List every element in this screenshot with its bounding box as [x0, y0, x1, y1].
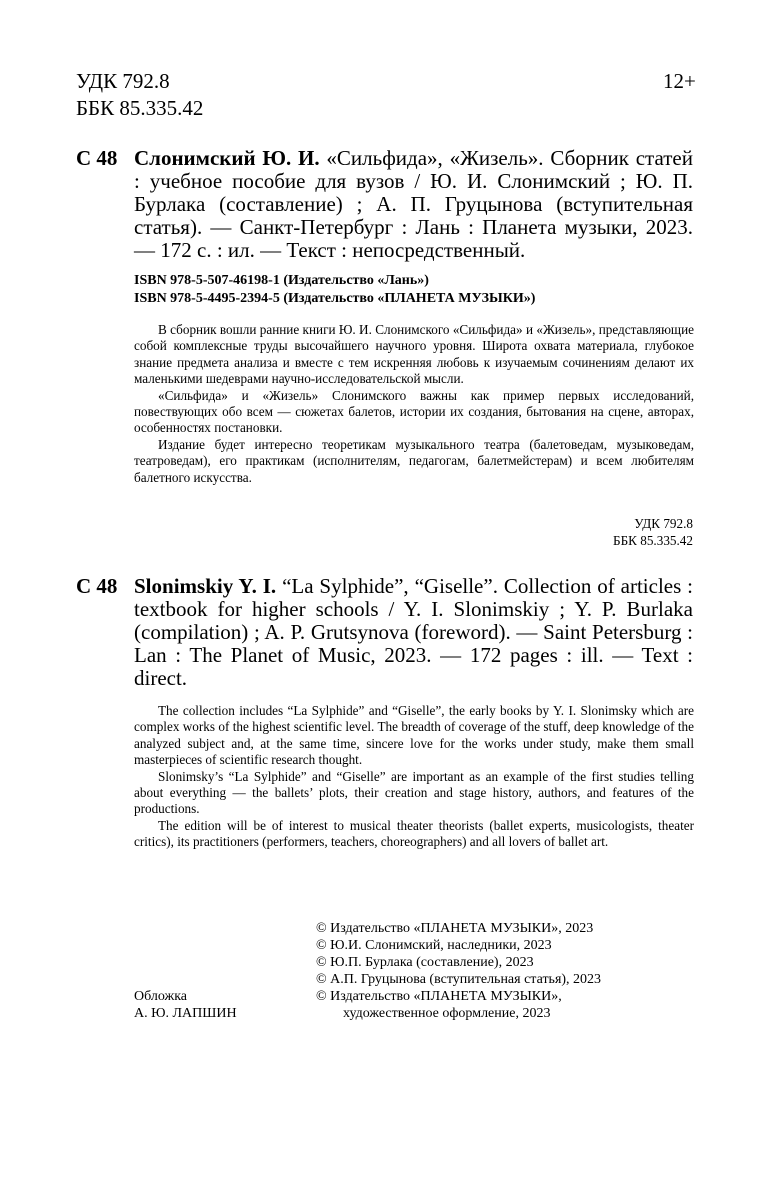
en-entry-text: “La Sylphide”, “Giselle”. Collection of articles : textbook for higher schools / Y. I. Slonimskiy ; Y. P. Burlaka (compilation) ; A. P. Grutsynova (foreword). — Saint Petersburg : Lan : The Planet of Music, 2023. — 172 pages : ill. — Text : direct. — [134, 574, 694, 690]
copyright-line: © Ю.П. Бурлака (составление), 2023 — [316, 955, 534, 970]
cover-label: Обложка — [134, 989, 187, 1004]
age-rating: 12+ — [663, 69, 696, 93]
cover-artist: А. Ю. ЛАПШИН — [134, 1006, 237, 1021]
copyright-line: © Издательство «ПЛАНЕТА МУЗЫКИ», 2023 — [316, 921, 594, 936]
udk-code: УДК 792.8 — [76, 69, 170, 93]
classification-codes — [76, 68, 203, 122]
ru-author: Слонимский Ю. И. — [134, 146, 320, 170]
ru-abstract-paragraph: В сборник вошли ранние книги Ю. И. Слонимского «Сильфида» и «Жизель», представляющие собой комплексные труды высочайшего научного уровня. Широта охвата материала, глубокое знание предмета анализа и вместе с тем искренняя любовь к изучаемым сочинениям делают их маленькими шедеврами научно-исследовательской мысли. — [134, 322, 694, 387]
ru-abstract-paragraph: «Сильфида» и «Жизель» Слонимского важны как пример первых исследований, повествующих обо всем — сюжетах балетов, истории их создания, бытования на сцене, авторах, особенностях постановки. — [134, 387, 694, 436]
en-abstract-paragraph: The edition will be of interest to musical theater theorists (ballet experts, musicologists, theater critics), its practitioners (performers, teachers, choreographers) and all lovers of ballet art. — [134, 817, 694, 850]
small-udk-code: УДК 792.8 — [634, 516, 693, 531]
copyright-block — [316, 920, 601, 1022]
en-abstract — [134, 703, 694, 851]
isbn-block — [134, 272, 535, 308]
en-abstract-paragraph: Slonimsky’s “La Sylphide” and “Giselle” are important as an example of the first studies telling about everything — the ballets’ plots, their creation and stage history, authors, and features of the productions. — [134, 768, 694, 817]
ru-abstract-paragraph: Издание будет интересно теоретикам музыкального театра (балетоведам, музыковедам, театроведам), его практикам (исполнителям, педагогам, балетмейстерам) и всем любителям балетного искусства. — [134, 436, 694, 485]
copyright-line: © Издательство «ПЛАНЕТА МУЗЫКИ», — [316, 989, 562, 1004]
small-bbk-code: ББК 85.335.42 — [613, 533, 693, 548]
en-author-mark: С 48 — [76, 574, 118, 598]
en-abstract-paragraph: The collection includes “La Sylphide” and “Giselle”, the early books by Y. I. Slonimsky which are complex works of the highest scientific level. The breadth of coverage of the stuff, deep knowledge of the analyzed subject and, at the same time, sincere love for the works under study, make them small masterpieces of scientific research thought. — [134, 703, 694, 768]
isbn-lan: ISBN 978-5-507-46198-1 (Издательство «Лань») — [134, 273, 429, 288]
en-bibliographic-entry — [134, 575, 693, 690]
copyright-line: © А.П. Груцынова (вступительная статья), 2023 — [316, 972, 602, 987]
ru-abstract — [134, 322, 694, 486]
en-author: Slonimskiy Y. I. — [134, 574, 277, 598]
ru-entry-text: «Сильфида», «Жизель». Сборник статей : учебное пособие для вузов / Ю. И. Слонимский ; Ю. П. Бурлака (составление) ; А. П. Груцынова (вступительная статья). — Санкт-Петербург : Лань : Планета музыки, 2023. — 172 с. : ил. — Текст : непосредственный. — [134, 146, 693, 262]
copyright-line: художественное оформление, 2023 — [343, 1006, 551, 1021]
copyright-line: © Ю.И. Слонимский, наследники, 2023 — [316, 938, 552, 953]
cover-credit — [134, 988, 237, 1022]
small-classification-codes — [613, 515, 693, 549]
ru-bibliographic-entry — [134, 147, 693, 262]
bbk-code: ББК 85.335.42 — [76, 96, 204, 120]
ru-author-mark: С 48 — [76, 146, 118, 170]
isbn-planeta: ISBN 978-5-4495-2394-5 (Издательство «ПЛАНЕТА МУЗЫКИ») — [134, 291, 536, 306]
